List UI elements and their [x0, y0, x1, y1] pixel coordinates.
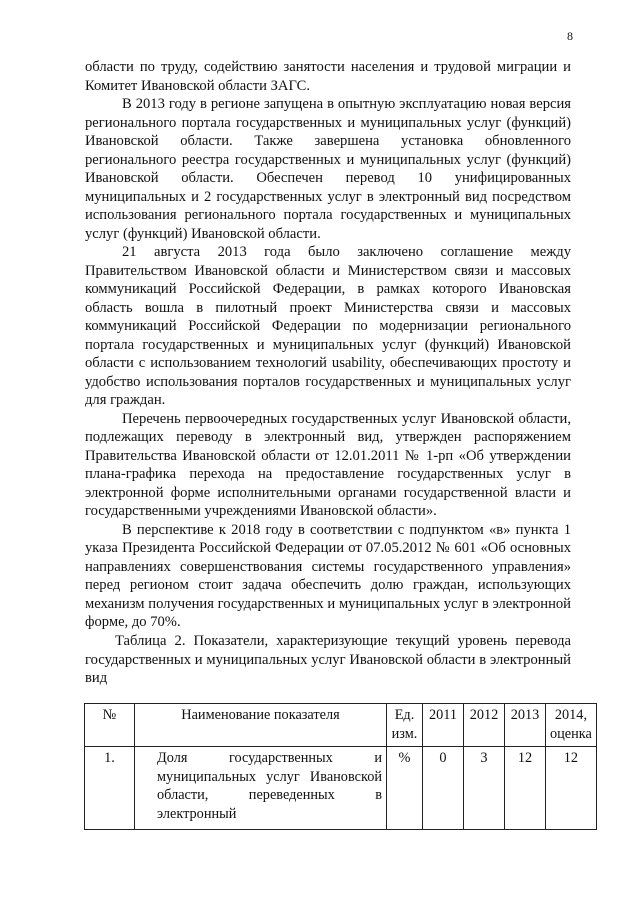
paragraph-2: В 2013 году в регионе запущена в опытную эксплуатацию новая версия регионального портала государственных и муниципальных услуг (функций) Ивановской области. Также завершена установка обновленного регионального реестра государственных и муниципальных услуг (функций) Ивановской области. Обеспечен перевод 10 унифицированных муниципальных и 2 государственных услуг в электронный вид посредством использования регионального портала государственных и муниципальных услуг (функций) Ивановской области. [85, 96, 571, 242]
paragraph-1: области по труду, содействию занятости населения и трудовой миграции и Комитет Ивановской области ЗАГС. [85, 59, 571, 94]
header-2013: 2013 [505, 704, 546, 747]
paragraph-4: Перечень первоочередных государственных услуг Ивановской области, подлежащих переводу в электронный вид, утвержден распоряжением Правительства Ивановской области от 12.01.2011 № 1-рп «Об утверждении плана-графика перехода на предоставление государственных услуг в электронной форме исполнительными органами государственной власти и государственными учреждениями Ивановской области». [85, 410, 571, 519]
header-2011: 2011 [423, 704, 464, 747]
row-indicator-name: Доля государственных и муниципальных услуг Ивановской области, переведенных в электронный [135, 747, 387, 830]
row-2011-value: 0 [423, 747, 464, 830]
paragraph-5: В перспективе к 2018 году в соответствии с подпунктом «в» пункта 1 указа Президента Российской Федерации от 07.05.2012 № 601 «Об основных направлениях совершенствования системы государственного управления» перед регионом стоит задача обеспечить долю граждан, использующих механизм получения государственных и муниципальных услуг в электронной форме, до 70%. [85, 521, 571, 630]
row-2013-value: 12 [505, 747, 546, 830]
row-unit: % [387, 747, 423, 830]
row-2014-value: 12 [546, 747, 597, 830]
page-number: 8 [567, 29, 573, 43]
header-2012: 2012 [464, 704, 505, 747]
indicators-table [84, 703, 597, 830]
header-2014-estimate: 2014, оценка [546, 704, 597, 747]
row-number: 1. [85, 747, 135, 830]
table-row [85, 747, 597, 830]
paragraph-3: 21 августа 2013 года было заключено соглашение между Правительством Ивановской области и Министерством связи и массовых коммуникаций Российской Федерации, в рамках которого Ивановская область вошла в пилотный проект Министерства связи и массовых коммуникаций Российской Федерации по модернизации регионального портала государственных и муниципальных услуг (функций) Ивановской области с использованием технологий usability, обеспечивающих простоту и удобство использования порталов государственных и муниципальных услуг для граждан. [85, 244, 571, 408]
header-indicator-name: Наименование показателя [135, 704, 387, 747]
row-2012-value: 3 [464, 747, 505, 830]
table-header-row [85, 704, 597, 747]
header-number: № [85, 704, 135, 747]
header-unit: Ед. изм. [387, 704, 423, 747]
body-text [85, 58, 571, 632]
table-caption: Таблица 2. Показатели, характеризующие текущий уровень перевода государственных и муниципальных услуг Ивановской области в электронный вид [85, 633, 571, 686]
